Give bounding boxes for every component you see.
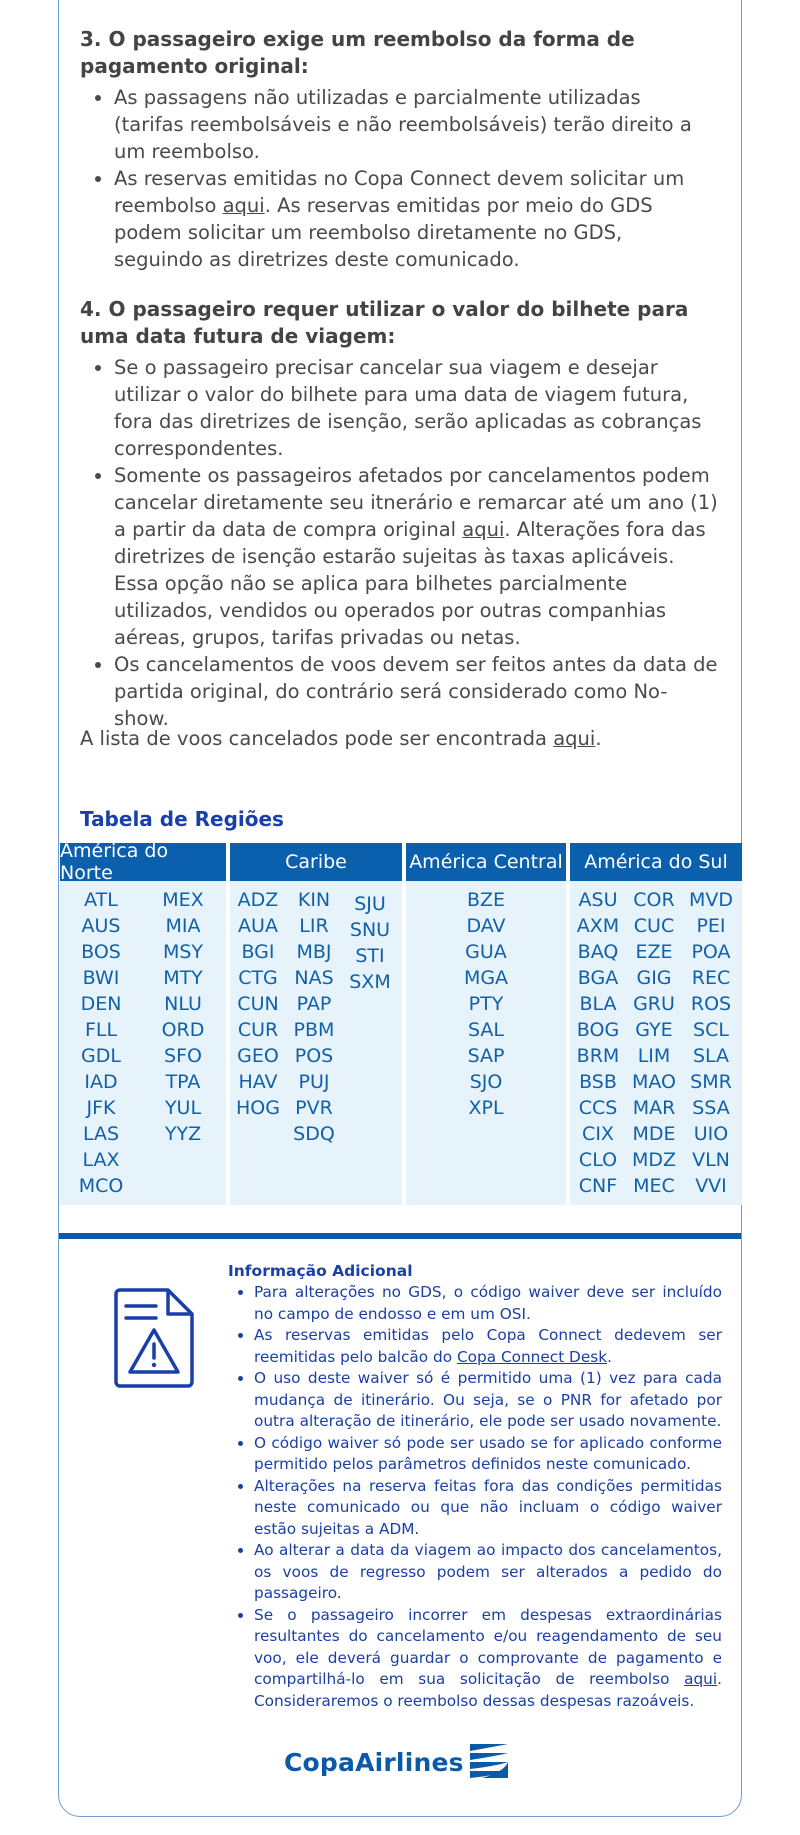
info-title: Informação Adicional [228, 1262, 413, 1280]
airport-column [570, 887, 626, 1199]
airport-code: DEN [80, 993, 122, 1015]
airport-code: SMR [690, 1071, 732, 1093]
airport-code: SFO [164, 1045, 202, 1067]
list-item: • Alterações na reserva feitas fora das condições permitidas neste comunicado ou que não incluam o código waiver estão sujeitas a ADM. [254, 1476, 722, 1541]
copa-connect-desk-link[interactable]: Copa Connect Desk [456, 1347, 608, 1366]
airport-code: CLO [578, 1149, 618, 1171]
airport-code: NLU [164, 993, 202, 1015]
airport-code: MIA [165, 915, 201, 937]
text: As reservas emitidas no Copa Connect devem solicitar um reembolso [114, 167, 685, 217]
logo-text: CopaAirlines [284, 1747, 464, 1777]
document-warning-icon [112, 1286, 196, 1394]
airport-code: BWI [82, 967, 120, 989]
region-caribe [230, 843, 402, 1205]
region-south-america [570, 843, 742, 1205]
airport-code: GYE [635, 1019, 673, 1041]
info-list [228, 1282, 722, 1712]
list-item: • Se o passageiro precisar cancelar sua viagem e desejar utilizar o valor do bilhete para uma data de viagem futura, fora das diretrizes de isenção, serão aplicadas as cobranças correspondentes. [114, 354, 720, 462]
airport-code: NAS [294, 967, 334, 989]
region-header: Caribe [230, 843, 402, 881]
airport-code: GUA [465, 941, 507, 963]
list-item: • O código waiver só pode ser usado se for aplicado conforme permitido pelos parâmetros definidos neste comunicado. [254, 1433, 722, 1476]
rebook-link[interactable]: aqui [462, 518, 505, 541]
airport-code: HOG [236, 1097, 280, 1119]
list-item: • Para alterações no GDS, o código waiver deve ser incluído no campo de endosso e em um OSI. [254, 1282, 722, 1325]
airport-code: MCO [78, 1175, 124, 1197]
airport-code: HAV [238, 1071, 278, 1093]
airport-code: GDL [81, 1045, 121, 1067]
region-central-america [406, 843, 566, 1205]
airport-code: COR [633, 889, 675, 911]
airport-code: LAX [82, 1149, 120, 1171]
list-item [254, 1605, 722, 1713]
list-item: • Os cancelamentos de voos devem ser feitos antes da data de partida original, do contrário será considerado como No-show. [114, 651, 720, 732]
airport-code: YUL [164, 1097, 202, 1119]
airport-code: LIR [299, 915, 329, 937]
refund-link[interactable]: aqui [222, 194, 265, 217]
airport-code: CNF [578, 1175, 618, 1197]
airport-code: CCS [578, 1097, 618, 1119]
airport-code: MGA [463, 967, 509, 989]
text: . [595, 727, 602, 750]
copa-airlines-logo [284, 1742, 512, 1782]
text: . Alterações fora das diretrizes de isenção estarão sujeitas às taxas aplicáveis. Essa opção não se aplica para bilhetes parcialmente utilizados, vendidos ou operados por outras companhias aéreas, grupos, tarifas privadas ou netas. [114, 518, 706, 649]
airport-code: MAO [631, 1071, 676, 1093]
airport-code: SAL [468, 1019, 504, 1041]
airport-code: VLN [692, 1149, 730, 1171]
airport-code: ROS [690, 993, 732, 1015]
region-header: América Central [406, 843, 566, 881]
bullet-list [80, 354, 720, 732]
airport-code: SLA [692, 1045, 730, 1067]
section-refund [80, 26, 716, 273]
text: . [607, 1347, 612, 1366]
airport-code: PEI [696, 915, 726, 937]
text: A lista de voos cancelados pode ser encontrada [80, 727, 554, 750]
airport-code: PAP [296, 993, 332, 1015]
airport-code: MAR [632, 1097, 676, 1119]
list-item: • O uso deste waiver só é permitido uma (1) vez para cada mudança de itinerário. Ou seja, se o PNR for afetado por outra alteração de itinerário, ele pode ser usado novamente. [254, 1368, 722, 1433]
airport-code: MVD [688, 889, 734, 911]
expense-refund-link[interactable]: aqui [684, 1670, 718, 1688]
airport-code: BRM [576, 1045, 620, 1067]
airport-code: CTG [238, 967, 278, 989]
airport-code: REC [691, 967, 731, 989]
airport-code: JFK [86, 1097, 116, 1119]
airport-code: CIX [582, 1123, 614, 1145]
airport-code: UIO [693, 1123, 729, 1145]
list-item: • Ao alterar a data da viagem ao impacto dos cancelamentos, os voos de regresso podem ser alterados a pedido do passageiro. [254, 1540, 722, 1605]
text: . Consideraremos o reembolso dessas despesas razoáveis. [254, 1670, 722, 1710]
airport-column [230, 887, 286, 1121]
airport-code: PBM [293, 1019, 335, 1041]
airport-code: MEC [633, 1175, 675, 1197]
airport-code: CUC [633, 915, 675, 937]
section-title: 4. O passageiro requer utilizar o valor do bilhete para uma data futura de viagem: [80, 297, 689, 348]
airport-code: BGI [241, 941, 275, 963]
airport-code: EZE [635, 941, 673, 963]
airport-column [342, 891, 398, 995]
airport-code: ASU [578, 889, 618, 911]
text: As reservas emitidas pelo Copa Connect dedevem ser reemitidas pelo balcão do [254, 1326, 722, 1366]
cancelled-flights-line [80, 727, 602, 750]
airport-code: SCL [693, 1019, 729, 1041]
airport-code: GEO [237, 1045, 279, 1067]
list-item [114, 462, 720, 651]
airport-code: YYZ [164, 1123, 202, 1145]
copa-wing-icon [468, 1742, 512, 1782]
cancelled-flights-link[interactable]: aqui [553, 727, 596, 750]
text: . As reservas emitidas por meio do GDS podem solicitar um reembolso diretamente no GDS, seguindo as diretrizes deste comunicado. [114, 194, 653, 271]
airport-code: STI [355, 945, 385, 967]
airport-code: PUJ [298, 1071, 330, 1093]
section-divider [59, 1233, 741, 1239]
airport-code: MDE [632, 1123, 676, 1145]
airport-code: LAS [82, 1123, 120, 1145]
list-item [114, 165, 716, 273]
region-north-america [60, 840, 226, 1205]
airport-code: CUR [237, 1019, 279, 1041]
airport-code: DAV [466, 915, 506, 937]
airport-code: GRU [633, 993, 675, 1015]
airport-code: PTY [468, 993, 504, 1015]
section-title: 3. O passageiro exige um reembolso da forma de pagamento original: [80, 27, 635, 78]
airport-code: ATL [84, 889, 118, 911]
airport-code: XPL [468, 1097, 504, 1119]
airport-code: BGA [577, 967, 619, 989]
airport-code: ORD [161, 1019, 205, 1041]
airport-column [626, 887, 682, 1199]
airport-code: POA [691, 941, 731, 963]
airport-column [60, 887, 142, 1199]
airport-code: KIN [297, 889, 331, 911]
text: Se o passageiro incorrer em despesas extraordinárias resultantes do cancelamento e/ou reagendamento de seu voo, ele deverá guardar o comprovante de pagamento e compartilhá-lo em sua solicitação de reembolso [254, 1605, 722, 1688]
airport-code: TPA [165, 1071, 201, 1093]
additional-info [228, 1262, 722, 1712]
airport-code: MSY [162, 941, 204, 963]
airport-column [406, 887, 566, 1121]
airport-code: IAD [84, 1071, 118, 1093]
airport-code: POS [294, 1045, 334, 1067]
airport-code: BAQ [577, 941, 619, 963]
text: Somente os passageiros afetados por cancelamentos podem cancelar diretamente seu itnerário e remarcar até um ano (1) a partir da data de compra original [114, 464, 718, 541]
airport-code: SDQ [293, 1123, 335, 1145]
airport-code: CUN [237, 993, 279, 1015]
airport-column [142, 887, 224, 1147]
airport-code: AUA [238, 915, 278, 937]
airport-code: LIM [637, 1045, 671, 1067]
regions-table-title: Tabela de Regiões [80, 807, 284, 831]
airport-code: MTY [163, 967, 203, 989]
airport-code: SJO [469, 1071, 503, 1093]
list-item [254, 1325, 722, 1368]
airport-code: AXM [576, 915, 620, 937]
bullet-list [80, 84, 716, 273]
airport-code: SSA [692, 1097, 730, 1119]
airport-code: BSB [579, 1071, 617, 1093]
airport-column [682, 887, 740, 1199]
airport-code: SAP [467, 1045, 505, 1067]
airport-code: ADZ [237, 889, 279, 911]
airport-code: AUS [81, 915, 121, 937]
airport-column [286, 887, 342, 1147]
airport-code: BOS [81, 941, 121, 963]
airport-code: SNU [349, 919, 391, 941]
airport-code: BOG [576, 1019, 620, 1041]
airport-code: BZE [466, 889, 506, 911]
airport-code: VVI [695, 1175, 727, 1197]
section-future-travel [80, 296, 720, 732]
airport-code: GIG [636, 967, 672, 989]
airport-code: MEX [162, 889, 204, 911]
airport-code: SXM [349, 971, 391, 993]
region-header: América do Sul [570, 843, 742, 881]
airport-code: SJU [354, 893, 386, 915]
airport-code: PVR [295, 1097, 333, 1119]
list-item: • As passagens não utilizadas e parcialmente utilizadas (tarifas reembolsáveis e não reembolsáveis) terão direito a um reembolso. [114, 84, 716, 165]
region-header: América do Norte [60, 843, 226, 881]
airport-code: FLL [84, 1019, 118, 1041]
airport-code: BLA [579, 993, 617, 1015]
airport-code: MDZ [631, 1149, 677, 1171]
airport-code: MBJ [296, 941, 332, 963]
